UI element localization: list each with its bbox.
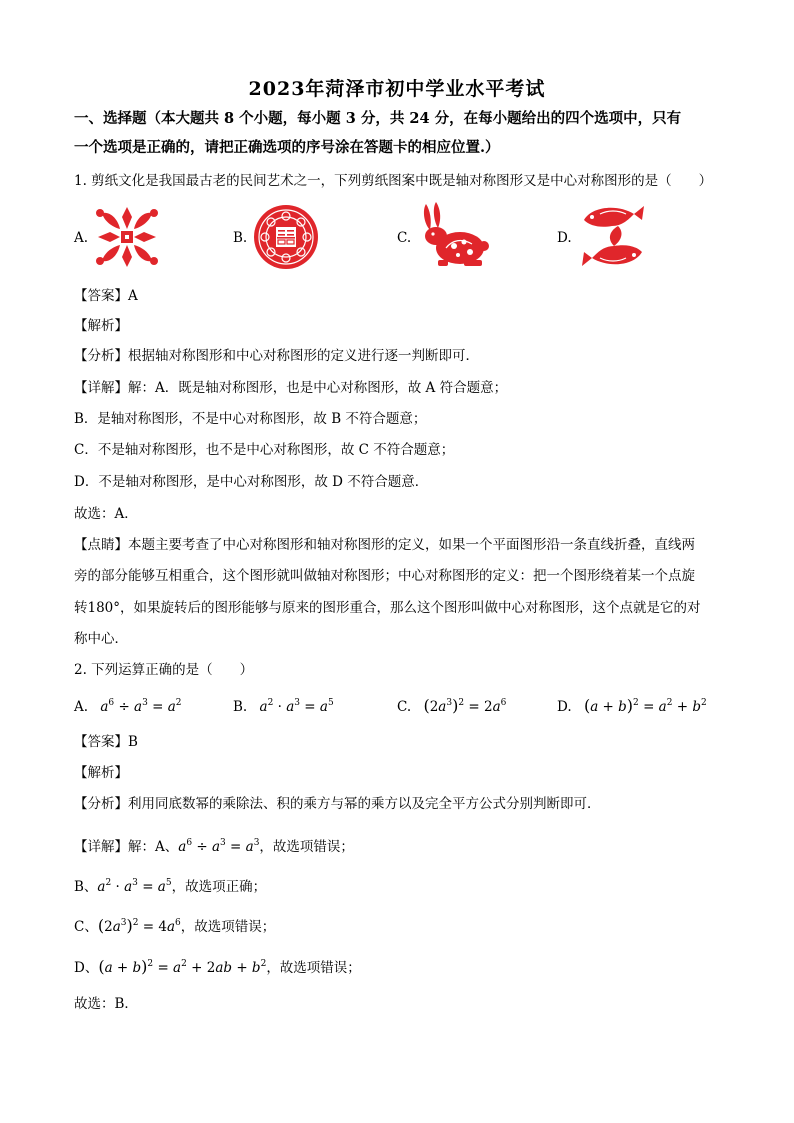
page-title: 2023年菏泽市初中学业水平考试 — [248, 78, 546, 100]
q1-option-a-label: A. — [74, 230, 89, 246]
q2-analysis-heading: 【解析】 — [74, 765, 128, 781]
q2-stem: 2. 下列运算正确的是（ ） — [74, 662, 254, 678]
papercut-flower-image — [92, 205, 162, 269]
q1-answer: 【答案】A — [74, 288, 138, 304]
q1-comment-4: 称中心． — [74, 631, 128, 647]
q1-comment-1: 【点睛】本题主要考查了中心对称图形和轴对称图形的定义，如果一个平面图形沿一条直线折叠，直线两 — [74, 537, 695, 553]
q2-option-d: D. $(a + b)^2 = a^2 + b^2$ — [557, 696, 707, 715]
q1-analysis: 【分析】根据轴对称图形和中心对称图形的定义进行逐一判断即可． — [74, 348, 479, 364]
q1-option-d-label: D. — [557, 230, 572, 246]
section-heading-line2: 一个选项是正确的，请把正确选项的序号涂在答题卡的相应位置.） — [74, 139, 500, 156]
q1-option-c-label: C. — [397, 230, 412, 246]
papercut-double-happiness-image — [252, 203, 320, 271]
q2-option-b: B. $a^2 \cdot a^3 = a^5$ — [233, 698, 334, 715]
section-heading-line1: 一、选择题（本大题共 8 个小题，每小题 3 分，共 24 分，在每小题给出的四个选项中，只有 — [74, 110, 682, 127]
q2-detail-d: D、$(a + b)^2 = a^2 + 2ab + b^2$，故选项错误； — [74, 957, 361, 976]
q2-analysis: 【分析】利用同底数幂的乘除法、积的乘方与幂的乘方以及完全平方公式分别判断即可． — [74, 796, 601, 812]
q2-answer: 【答案】B — [74, 734, 138, 750]
q2-choice: 故选：B． — [74, 996, 138, 1012]
q1-comment-2: 旁的部分能够互相重合，这个图形就叫做轴对称图形；中心对称图形的定义：把一个图形绕着某一个点旋 — [74, 568, 695, 584]
q1-comment-3: 转180°，如果旋转后的图形能够与原来的图形重合，那么这个图形叫做中心对称图形，这个点就是它的对 — [74, 600, 701, 616]
q1-stem: 1. 剪纸文化是我国最古老的民间艺术之一，下列剪纸图案中既是轴对称图形又是中心对称图形的是（ ） — [74, 173, 713, 189]
q1-detail-3: C．不是轴对称图形，也不是中心对称图形，故 C 不符合题意； — [74, 442, 455, 458]
papercut-rabbit-image — [414, 200, 490, 272]
q1-option-b-label: B. — [233, 230, 248, 246]
q2-detail-b: B、$a^2 \cdot a^3 = a^5$，故选项正确； — [74, 878, 267, 895]
papercut-fish-image — [578, 200, 648, 272]
q2-detail-a: 【详解】解：A、$a^6 \div a^3 = a^3$，故选项错误； — [74, 838, 354, 855]
q2-detail-c: C、$(2a^3)^2 = 4a^6$，故选项错误； — [74, 916, 276, 935]
q1-choice: 故选：A． — [74, 506, 138, 522]
q1-detail-2: B．是轴对称图形，不是中心对称图形，故 B 不符合题意； — [74, 411, 427, 427]
q2-option-a: A. $a^6 \div a^3 = a^2$ — [74, 698, 182, 715]
q1-detail-4: D．不是轴对称图形，是中心对称图形，故 D 不符合题意． — [74, 474, 429, 490]
q1-detail-1: 【详解】解：A．既是轴对称图形，也是中心对称图形，故 A 符合题意； — [74, 380, 508, 396]
q2-option-c: C. $(2a^3)^2 = 2a^6$ — [397, 696, 507, 715]
q1-analysis-heading: 【解析】 — [74, 318, 128, 334]
